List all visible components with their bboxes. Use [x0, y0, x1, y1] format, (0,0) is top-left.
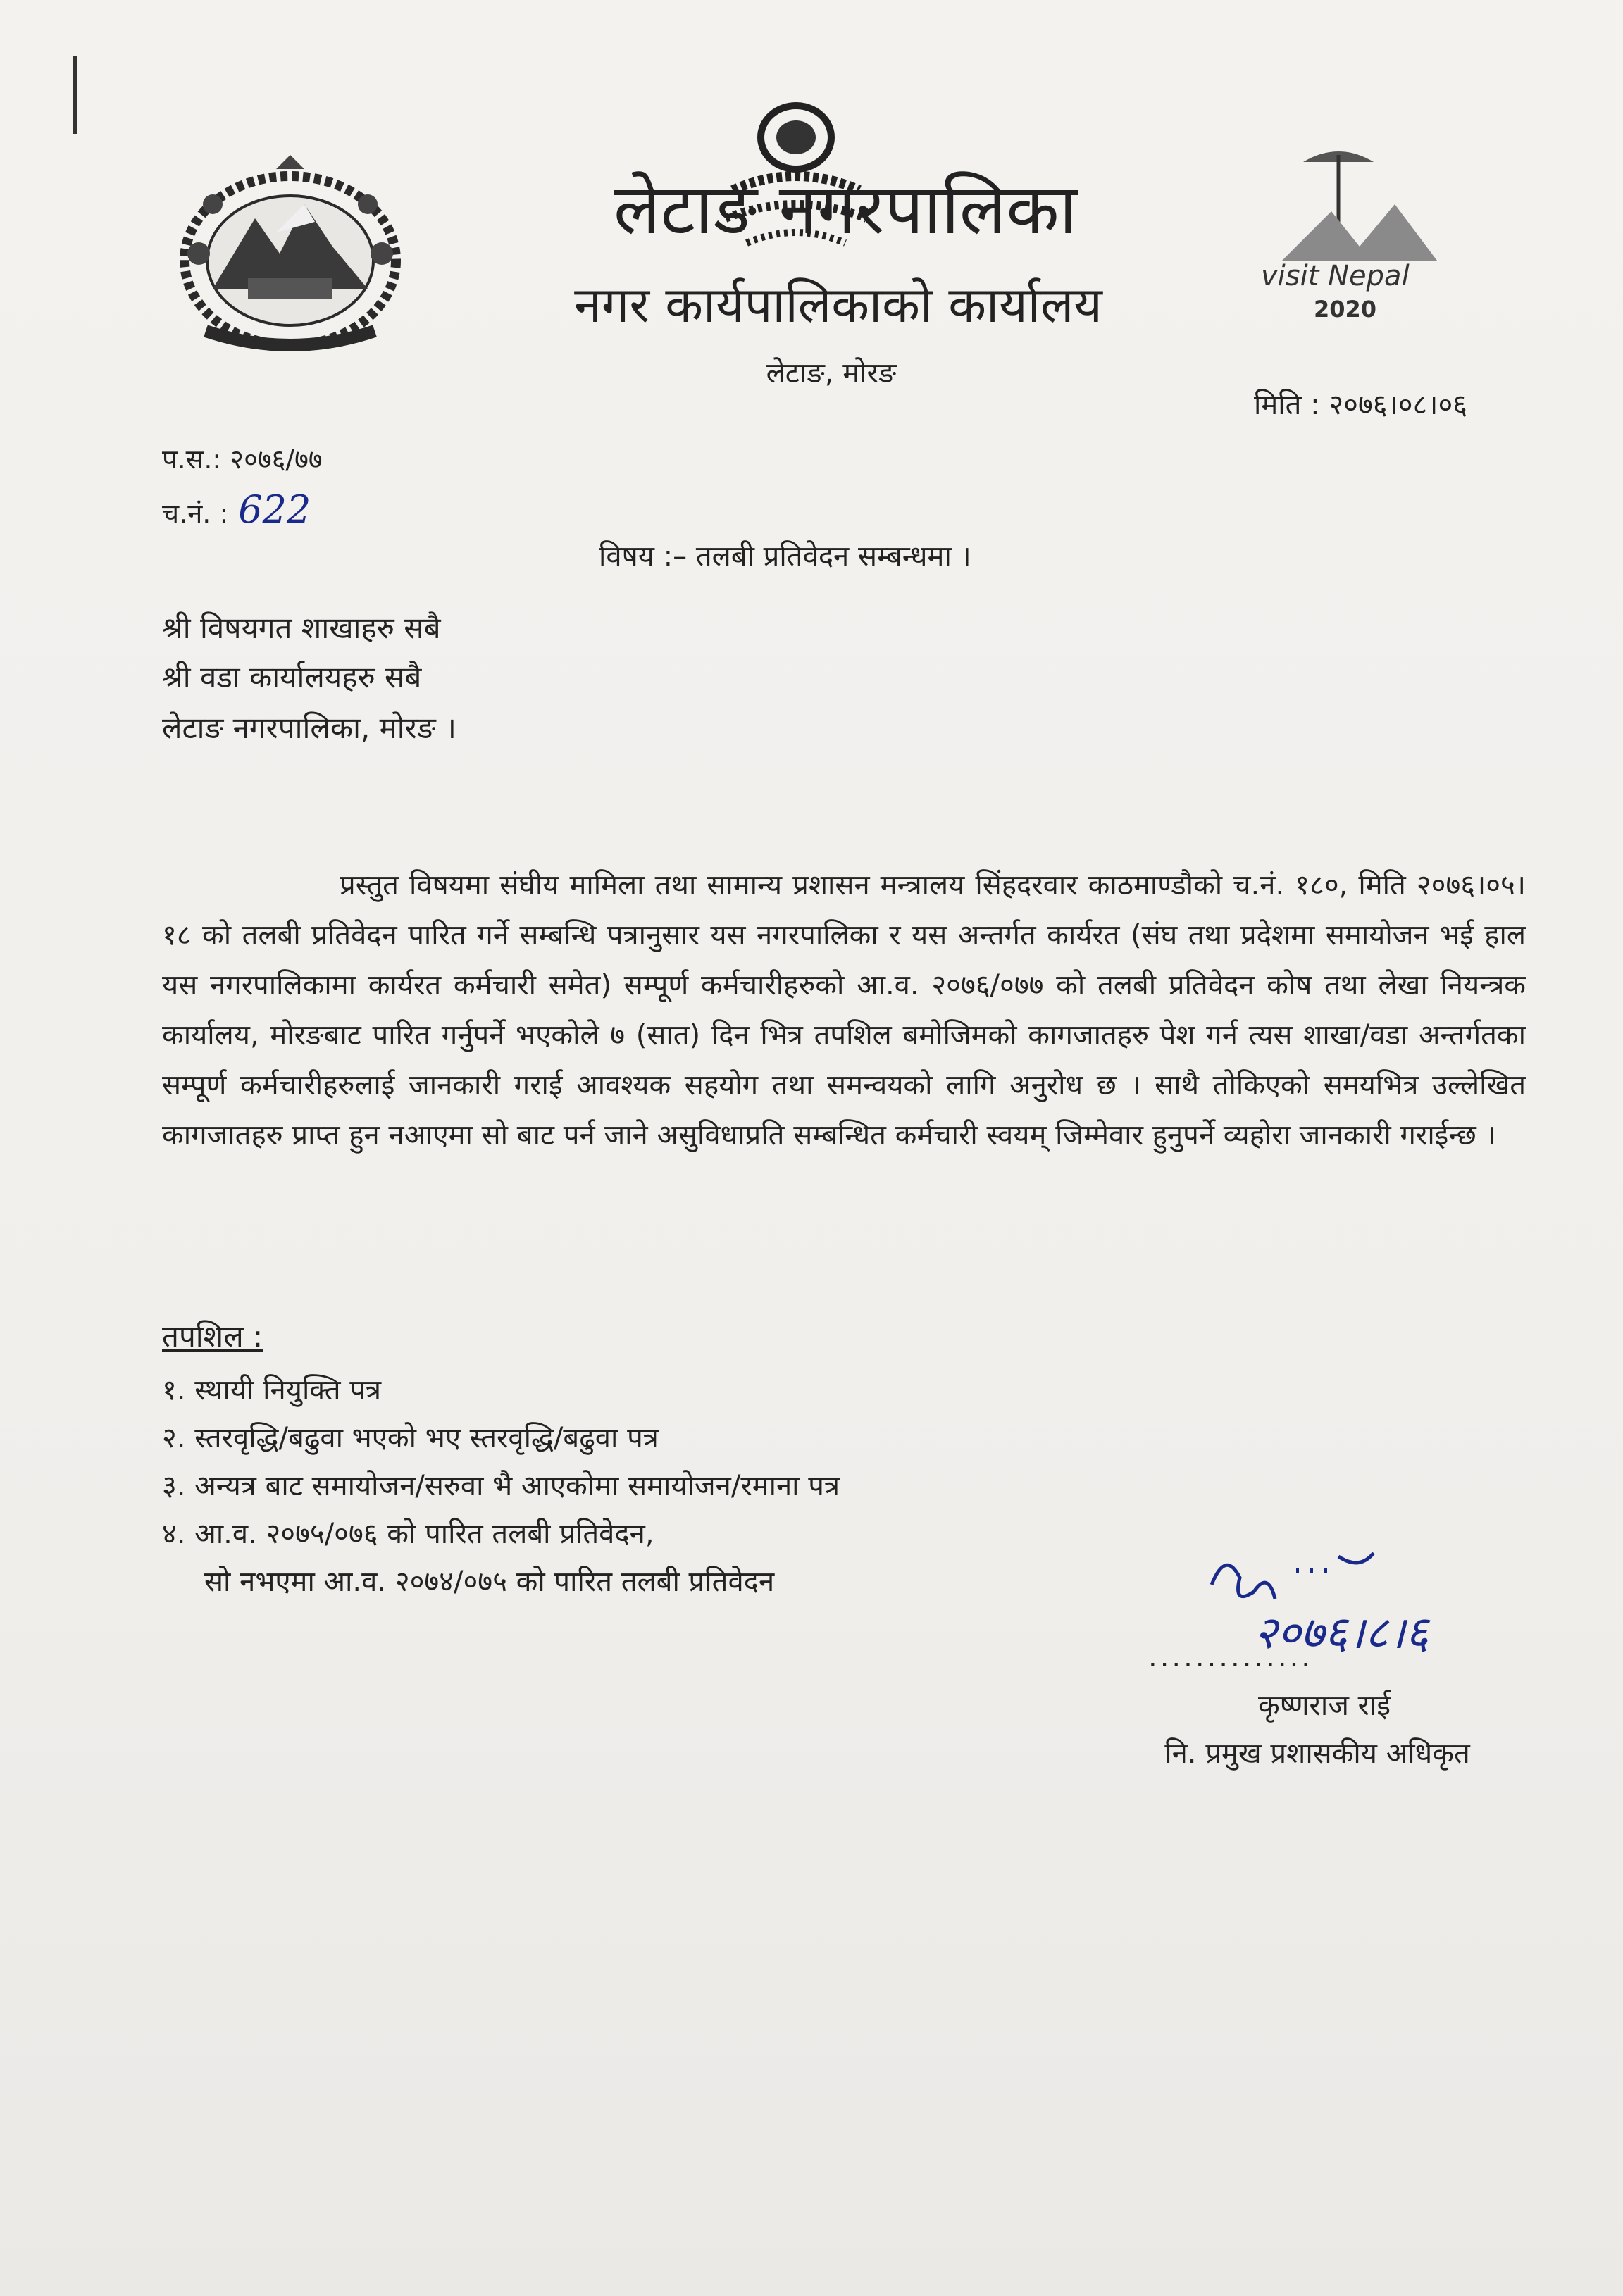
dispatch-number-value: 622 — [238, 487, 311, 532]
addressee-line: श्री वडा कार्यालयहरु सबै — [162, 660, 422, 694]
letter-date: मिति : २०७६।०८।०६ — [1254, 389, 1468, 421]
visit-nepal-text: visit Nepal — [1261, 260, 1410, 292]
list-item — [162, 1510, 1148, 1606]
fiscal-year-ref: प.स.: २०७६/७७ — [162, 444, 323, 475]
dispatch-number-label: च.नं. : — [162, 498, 229, 529]
signatory-name: कृष्णराज राई — [1258, 1690, 1391, 1722]
letter-body: प्रस्तुत विषयमा संघीय मामिला तथा सामान्य प्रशासन मन्त्रालय सिंहदरवार काठमाण्डौको च.नं. १८०, मिति २०७६।०५।१८ को तलबी प्रतिवेदन पारित गर्ने सम्बन्धि पत्रानुसार यस नगरपालिका र यस अन्तर्गत कार्यरत (संघ तथा प्रदेशमा समायोजन भई हाल यस नगरपालिकामा कार्यरत कर्मचारी समेत) सम्पूर्ण कर्मचारीहरुको आ.व. २०७६/०७७ को तलबी प्रतिवेदन कोष तथा लेखा नियन्त्रक कार्यालय, मोरङबाट पारित गर्नुपर्ने भएकोले ७ (सात) दिन भित्र तपशिल बमोजिमको कागजातहरु पेश गर्न त्यस शाखा/वडा अन्तर्गतका सम्पूर्ण कर्मचारीहरुलाई जानकारी गराई आवश्यक सहयोग तथा समन्वयको लागि अनुरोध छ । साथै तोकिएको समयभित्र उल्लेखित कागजातहरु प्राप्त हुन नआएमा सो बाट पर्न जाने असुविधाप्रति सम्बन्धित कर्मचारी स्वयम् जिम्मेवार हुनुपर्ने व्यहोरा जानकारी गराईन्छ । — [162, 869, 1526, 1152]
letter-subject: विषय :– तलबी प्रतिवेदन सम्बन्धमा । — [599, 540, 971, 573]
visit-nepal-logo-icon — [1254, 141, 1479, 338]
list-item-text: ४. आ.व. २०७५/०७६ को पारित तलबी प्रतिवेदन, — [162, 1518, 654, 1550]
list-item: १. स्थायी नियुक्ति पत्र — [162, 1374, 382, 1406]
municipality-title: लेटाङ नगरपालिका — [614, 170, 1077, 250]
details-heading: तपशिल : — [162, 1319, 263, 1354]
nepal-emblem-icon — [163, 155, 417, 352]
office-location: लेटाङ, मोरङ — [766, 357, 897, 389]
signature-line: .............. — [1148, 1641, 1314, 1673]
visit-nepal-year: 2020 — [1314, 296, 1377, 323]
documents-list — [162, 1366, 1148, 1606]
list-item: २. स्तरवृद्धि/बढुवा भएको भए स्तरवृद्धि/बढुवा पत्र — [162, 1422, 659, 1454]
margin-mark — [73, 56, 77, 134]
signatory-title: नि. प्रमुख प्रशासकीय अधिकृत — [1164, 1737, 1470, 1770]
office-subtitle: नगर कार्यपालिकाको कार्यालय — [574, 276, 1102, 334]
addressee-line: श्री विषयगत शाखाहरु सबै — [162, 611, 441, 645]
list-item-continuation: सो नभएमा आ.व. २०७४/०७५ को पारित तलबी प्रतिवेदन — [204, 1566, 775, 1598]
dispatch-number — [162, 487, 311, 532]
addressee-line: लेटाङ नगरपालिका, मोरङ । — [162, 711, 456, 745]
signature-date: २०७६।८।६ — [1254, 1607, 1429, 1659]
list-item: ३. अन्यत्र बाट समायोजन/सरुवा भै आएकोमा समायोजन/रमाना पत्र — [162, 1470, 840, 1502]
